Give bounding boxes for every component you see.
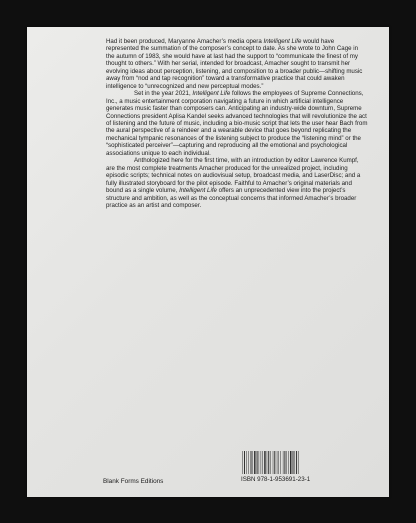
barcode-bar (264, 451, 265, 474)
barcode-bar (293, 451, 294, 474)
barcode-bar (244, 451, 245, 474)
barcode-bar (254, 451, 255, 474)
blurb-paragraph-2: Set in the year 2021, Intelligent Life follows the employees of Supreme Connections, Inc., a music entertainment corporation navigating a future in which artificial intelligence generates music faster than composers can. Anticipating an industry-wide downturn, Supreme Connections president Aplisa Kandel seeks advanced technologies that will revolutionize the act of listening and the future of music, including a bio-music script that lets the user hear Bach from the aural perspective of a reindeer and a wearable device that goes beyond replicating the mechanical tympanic resonances of the listening subject to produce the “listening mind” or the “sophisticated perceiver”—capturing and reproducing all the emotional and psychological associations unique to each individual. (106, 90, 368, 157)
book-title-italic: Intelligent Life (263, 38, 302, 45)
barcode-icon (242, 451, 300, 474)
isbn-number: ISBN 978-1-953691-23-1 (241, 476, 311, 483)
barcode-bar (268, 451, 269, 474)
barcode-bar (285, 451, 286, 474)
barcode-bar (290, 451, 291, 474)
barcode-bar (274, 451, 275, 474)
barcode-bar (257, 451, 258, 474)
blurb-paragraph-1: Had it been produced, Maryanne Amacher’s media opera Intelligent Life would have represented the summation of the composer’s concept to date. As she wrote to John Cage in the autumn of 1983, she would have at last had the support to “communicate the finest of my thought to others.” With her serial, intended for broadcast, Amacher sought to transmit her evolving ideas about perception, listening, and composition to a broader public—shifting music away from “nod and tap recognition” toward a transformative practice that could awaken intelligence to “unrecognized and new perceptual modes.” (106, 38, 363, 90)
blurb-paragraph-3: Anthologized here for the first time, with an introduction by editor Lawrence Kumpf, are the most complete treatments Amacher produced for the unrealized project, including episodic scripts; technical notes on audiovisual setup, broadcast media, and LaserDisc; and a fully illustrated storyboard for the pilot episode. Faithful to Amacher’s original materials and bound as a single volume, Intelligent Life offers an unprecedented view into the project’s structure and ambition, as well as the conceptual concerns that informed Amacher’s broader practice as an artist and composer. (106, 157, 361, 209)
blurb-text (106, 38, 368, 209)
book-title-italic: Intelligent Life (179, 187, 217, 195)
isbn-barcode-block (241, 451, 317, 483)
book-title-italic: Intelligent Life (192, 90, 231, 98)
book-back-cover (27, 27, 389, 497)
barcode-bar (251, 451, 252, 474)
publisher-name: Blank Forms Editions (103, 478, 164, 485)
barcode-bar (296, 451, 297, 474)
